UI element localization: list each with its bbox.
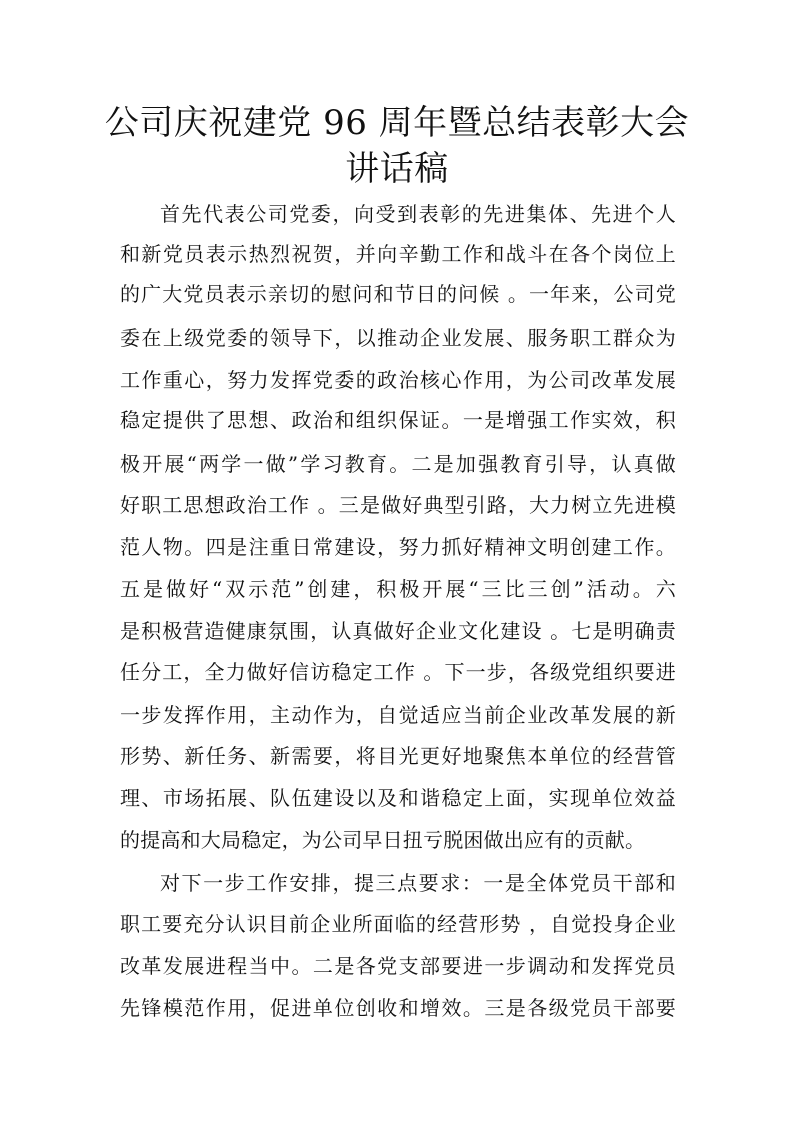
paragraph-line: 形势、新任务、新需要，将目光更好地聚焦本单位的经营管: [120, 744, 676, 768]
paragraph-line: 极开展“两学一做”学习教育。二是加强教育引导，认真做: [120, 452, 676, 476]
paragraph-line: 任分工，全力做好信访稳定工作 。下一步，各级党组织要进: [120, 660, 676, 684]
paragraph-line: 首先代表公司党委，向受到表彰的先进集体、先进个人: [160, 202, 676, 226]
document-title-line-2: 讲话稿: [345, 149, 449, 189]
document-title-line-1: 公司庆祝建党 96 周年暨总结表彰大会: [104, 103, 690, 143]
paragraph-line: 职工要充分认识目前企业所面临的经营形势 ，自觉投身企业: [120, 912, 676, 936]
paragraph-line: 是积极营造健康氛围，认真做好企业文化建设 。七是明确责: [120, 619, 676, 643]
paragraph-line: 先锋模范作用，促进单位创收和增效。三是各级党员干部要: [120, 996, 676, 1020]
paragraph-line: 理、市场拓展、队伍建设以及和谐稳定上面，实现单位效益: [120, 786, 676, 810]
paragraph-line: 的提高和大局稳定，为公司早日扭亏脱困做出应有的贡献。: [120, 828, 646, 852]
paragraph-line: 一步发挥作用，主动作为，自觉适应当前企业改革发展的新: [120, 703, 676, 727]
paragraph-line: 改革发展进程当中。二是各党支部要进一步调动和发挥党员: [120, 954, 676, 978]
paragraph-line: 稳定提供了思想、政治和组织保证。一是增强工作实效，积: [120, 408, 676, 432]
paragraph-line: 对下一步工作安排，提三点要求：一是全体党员干部和: [160, 871, 676, 895]
paragraph-line: 和新党员表示热烈祝贺，并向辛勤工作和战斗在各个岗位上: [120, 242, 676, 266]
paragraph-line: 五是做好“双示范”创建，积极开展“三比三创”活动。六: [120, 577, 676, 601]
paragraph-line: 好职工思想政治工作 。三是做好典型引路，大力树立先进模: [120, 493, 676, 517]
paragraph-line: 工作重心，努力发挥党委的政治核心作用，为公司改革发展: [120, 368, 676, 392]
paragraph-line: 委在上级党委的领导下，以推动企业发展、服务职工群众为: [120, 326, 676, 350]
paragraph-line: 范人物。四是注重日常建设，努力抓好精神文明创建工作。: [120, 535, 676, 559]
paragraph-line: 的广大党员表示亲切的慰问和节日的问候 。一年来，公司党: [120, 282, 676, 306]
